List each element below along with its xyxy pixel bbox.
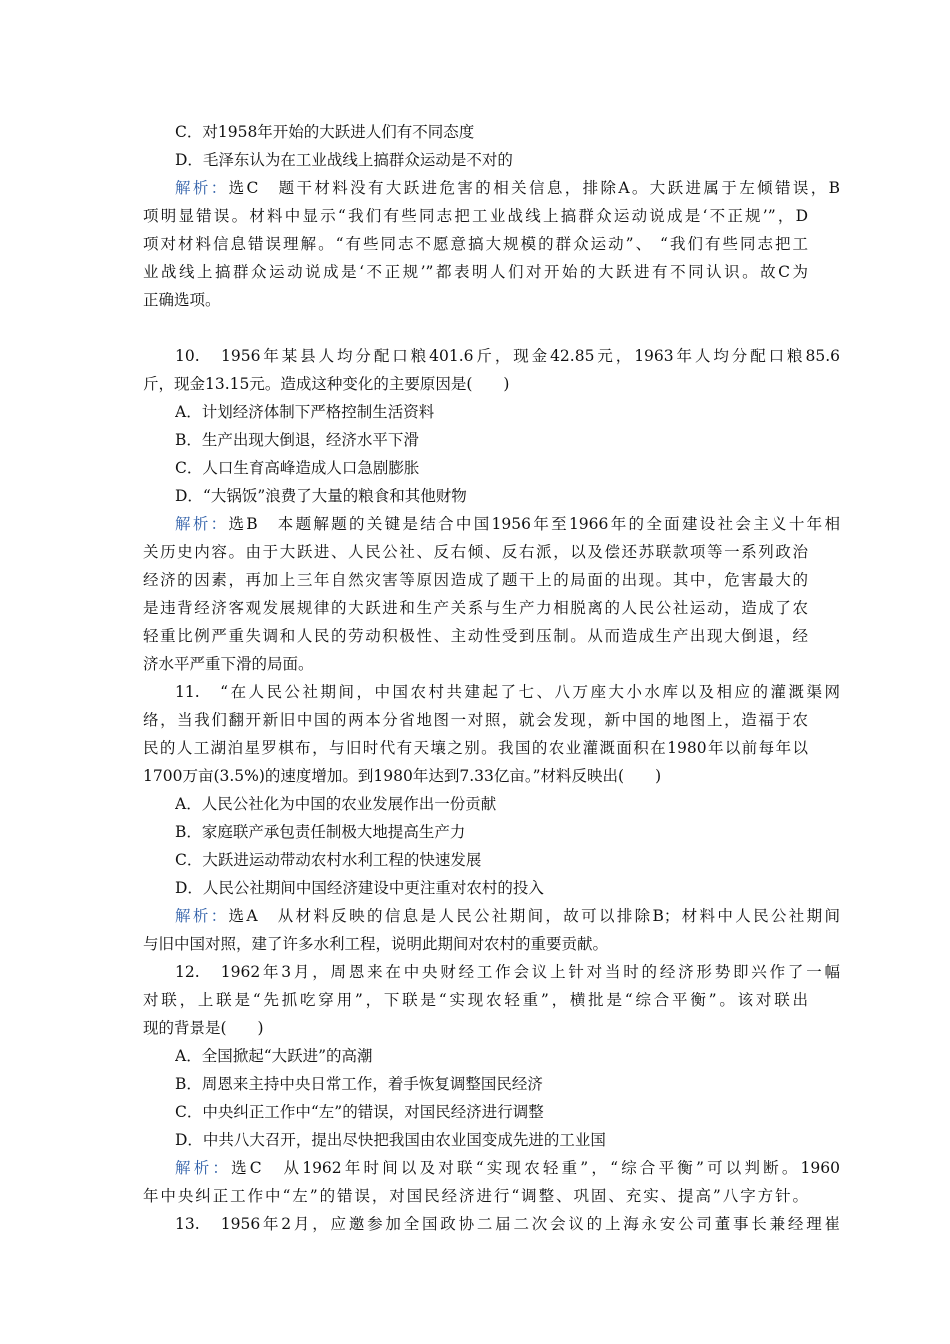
q12-stem-line-2: 对联，上联是“先抓吃穿用”，下联是“实现农轻重”，横批是“综合平衡”。该对联出 — [143, 991, 808, 1009]
q11-option-b: B．家庭联产承包责任制极大地提高生产力 — [175, 823, 466, 841]
q12-analysis-line-2: 年中央纠正工作中“左”的错误，对国民经济进行“调整、巩固、充实、提高”八字方针。 — [143, 1187, 808, 1205]
analysis-label: 解析： — [175, 179, 229, 197]
q12-analysis-line-1 — [175, 1158, 840, 1180]
q9-analysis-line-3: 项对材料信息错误理解。“有些同志不愿意搞大规模的群众运动”、 “我们有些同志把工 — [143, 235, 808, 253]
q10-analysis-line-3: 经济的因素，再加上三年自然灾害等原因造成了题干上的局面的出现。其中，危害最大的 — [143, 571, 808, 589]
q10-analysis-line-2: 关历史内容。由于大跃进、人民公社、反右倾、反右派，以及偿还苏联款项等一系列政治 — [143, 543, 808, 561]
q10-stem-line-1: 10. 1956年某县人均分配口粮401.6斤，现金42.85元，1963年人均分配口粮85.6 — [175, 347, 840, 365]
q11-stem-line-4: 1700万亩(3.5%)的速度增加。到1980年达到7.33亿亩。”材料反映出( ) — [143, 767, 662, 785]
q9-option-c: C．对1958年开始的大跃进人们有不同态度 — [175, 123, 475, 141]
q10-analysis-line-5: 轻重比例严重失调和人民的劳动积极性、主动性受到压制。从而造成生产出现大倒退，经 — [143, 627, 808, 645]
analysis-text: 选A 从材料反映的信息是人民公社期间，故可以排除B；材料中人民公社期间 — [228, 907, 840, 925]
analysis-text: 选C 从1962年时间以及对联“实现农轻重”，“综合平衡”可以判断。1960 — [231, 1159, 840, 1177]
q9-option-d: D．毛泽东认为在工业战线上搞群众运动是不对的 — [175, 151, 513, 169]
q11-analysis-line-1 — [175, 906, 840, 928]
q13-stem-line-1: 13. 1956年2月，应邀参加全国政协二届二次会议的上海永安公司董事长兼经理崔 — [175, 1215, 840, 1233]
q10-option-c: C．人口生育高峰造成人口急剧膨胀 — [175, 459, 420, 477]
q11-analysis-line-2: 与旧中国对照，建了许多水利工程，说明此期间对农村的重要贡献。 — [143, 935, 609, 953]
analysis-text: 选B 本题解题的关键是结合中国1956年至1966年的全面建设社会主义十年相 — [228, 515, 840, 533]
q9-analysis-line-4: 业战线上搞群众运动说成是‘不正规’”都表明人们对开始的大跃进有不同认识。故C为 — [143, 263, 808, 281]
q10-option-a: A．计划经济体制下严格控制生活资料 — [175, 403, 435, 421]
q12-option-a: A．全国掀起“大跃进”的高潮 — [175, 1047, 373, 1065]
q11-stem-line-2: 络，当我们翻开新旧中国的两本分省地图一对照，就会发现，新中国的地图上，造福于农 — [143, 711, 808, 729]
q10-option-d: D．“大锅饭”浪费了大量的粮食和其他财物 — [175, 487, 467, 505]
q9-analysis-line-5: 正确选项。 — [143, 291, 221, 309]
q12-option-c: C．中央纠正工作中“左”的错误，对国民经济进行调整 — [175, 1103, 544, 1121]
analysis-label: 解析： — [175, 1159, 232, 1177]
q11-option-d: D．人民公社期间中国经济建设中更注重对农村的投入 — [175, 879, 544, 897]
q9-analysis-line-1 — [175, 178, 840, 200]
q11-stem-line-1: 11. “在人民公社期间，中国农村共建起了七、八万座大小水库以及相应的灌溉渠网 — [175, 683, 840, 701]
q12-stem-line-1: 12. 1962年3月，周恩来在中央财经工作会议上针对当时的经济形势即兴作了一幅 — [175, 963, 840, 981]
analysis-label: 解析： — [175, 515, 229, 533]
q10-analysis-line-4: 是违背经济客观发展规律的大跃进和生产关系与生产力相脱离的人民公社运动，造成了农 — [143, 599, 808, 617]
q12-option-b: B．周恩来主持中央日常工作，着手恢复调整国民经济 — [175, 1075, 543, 1093]
q12-stem-line-3: 现的背景是( ) — [143, 1019, 264, 1037]
analysis-label: 解析： — [175, 907, 229, 925]
q11-option-c: C．大跃进运动带动农村水利工程的快速发展 — [175, 851, 482, 869]
q10-analysis-line-1 — [175, 514, 840, 536]
q11-stem-line-3: 民的人工湖泊星罗棋布，与旧时代有天壤之别。我国的农业灌溉面积在1980年以前每年以 — [143, 739, 808, 757]
q12-option-d: D．中共八大召开，提出尽快把我国由农业国变成先进的工业国 — [175, 1131, 606, 1149]
analysis-text: 选C 题干材料没有大跃进危害的相关信息，排除A。大跃进属于左倾错误，B — [228, 179, 840, 197]
q9-analysis-line-2: 项明显错误。材料中显示“我们有些同志把工业战线上搞群众运动说成是‘不正规’”，D — [143, 207, 808, 225]
q11-option-a: A．人民公社化为中国的农业发展作出一份贡献 — [175, 795, 497, 813]
q10-option-b: B．生产出现大倒退，经济水平下滑 — [175, 431, 419, 449]
q10-analysis-line-6: 济水平严重下滑的局面。 — [143, 655, 314, 673]
q10-stem-line-2: 斤，现金13.15元。造成这种变化的主要原因是( ) — [143, 375, 510, 393]
